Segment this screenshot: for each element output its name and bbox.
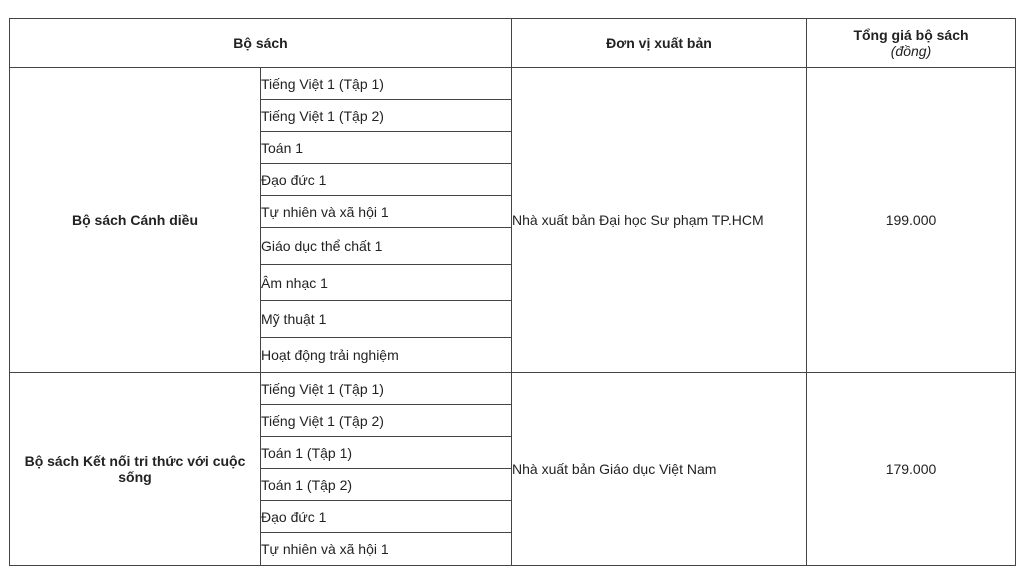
header-publisher: Đơn vị xuất bản (512, 19, 807, 68)
header-book-set: Bộ sách (10, 19, 512, 68)
header-total-price (807, 19, 1016, 68)
set-price: 179.000 (807, 373, 1016, 566)
book-title: Tự nhiên và xã hội 1 (261, 196, 512, 228)
book-title: Hoạt động trải nghiệm (261, 338, 512, 373)
table-row (10, 68, 1016, 100)
book-set-name: Bộ sách Kết nối tri thức với cuộc sống (10, 373, 261, 566)
book-title: Tiếng Việt 1 (Tập 1) (261, 68, 512, 100)
table-header-row (10, 19, 1016, 68)
book-title: Tiếng Việt 1 (Tập 1) (261, 373, 512, 405)
book-title: Tiếng Việt 1 (Tập 2) (261, 100, 512, 132)
book-title: Toán 1 (261, 132, 512, 164)
book-title: Đạo đức 1 (261, 501, 512, 533)
book-title: Toán 1 (Tập 2) (261, 469, 512, 501)
table-row (10, 373, 1016, 405)
book-title: Tự nhiên và xã hội 1 (261, 533, 512, 566)
book-title: Mỹ thuật 1 (261, 301, 512, 338)
header-total-price-unit: (đồng) (890, 43, 932, 59)
set-price: 199.000 (807, 68, 1016, 373)
book-title: Toán 1 (Tập 1) (261, 437, 512, 469)
book-title: Giáo dục thể chất 1 (261, 228, 512, 265)
publisher-name: Nhà xuất bản Đại học Sư phạm TP.HCM (512, 68, 807, 373)
book-set-name: Bộ sách Cánh diều (10, 68, 261, 373)
book-title: Tiếng Việt 1 (Tập 2) (261, 405, 512, 437)
header-total-price-label: Tổng giá bộ sách (853, 27, 969, 43)
book-title: Âm nhạc 1 (261, 265, 512, 301)
book-price-table (9, 18, 1016, 566)
publisher-name: Nhà xuất bản Giáo dục Việt Nam (512, 373, 807, 566)
book-title: Đạo đức 1 (261, 164, 512, 196)
